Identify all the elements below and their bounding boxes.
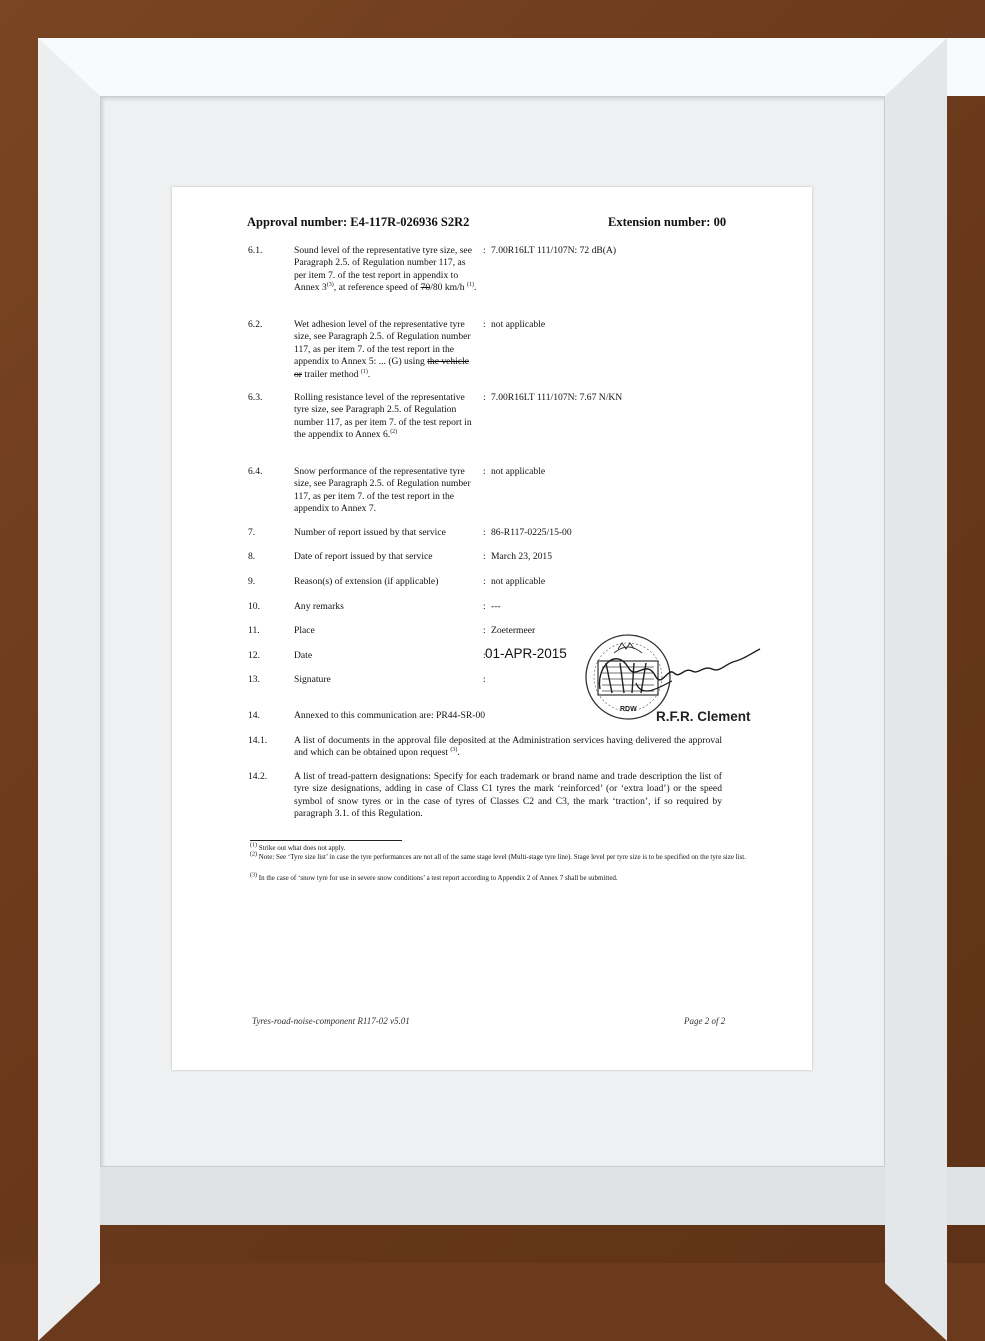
document-page [172,187,812,1070]
item-value: March 23, 2015 [491,551,553,562]
colon: : [483,392,486,403]
item-number: 7. [248,527,256,538]
item-value: 7.00R16LT 111/107N: 72 dB(A) [491,245,617,256]
colon: : [483,245,486,256]
item-number: 14. [248,710,260,721]
item-text: A list of tread-pattern designations: Specify for each trademark or brand name and trade description the list of tyre size designations, adding in case of Class C1 tyres the mark ‘reinforced’ (or ‘extra load’) or the speed symbol of snow tyres or in the case of tyres of Classes C2 and C3, the mark ‘traction’, if so required by paragraph 3.1. of this Regulation. [294,771,722,820]
item-number: 14.1. [248,735,268,746]
extension-number: Extension number: 00 [608,215,727,229]
item-label: Number of report issued by that service [294,527,446,538]
document-footer-id: Tyres-road-noise-component R117-02 v5.01 [252,1016,410,1026]
item-number: 14.2. [248,771,268,782]
colon: : [483,601,486,612]
colon: : [483,625,486,636]
item-label: Annexed to this communication are: PR44-SR-00 [294,710,486,721]
item-label: Snow performance of the representative tyre size, see Paragraph 2.5. of Regulation number 117, as per item 7. of the test report in the appendix to Annex 7. [294,466,471,515]
item-value: 86-R117-0225/15-00 [491,527,572,538]
item-number: 9. [248,576,256,587]
item-label: Any remarks [294,601,344,612]
item-label: Place [294,625,315,636]
colon: : [483,576,486,587]
item-value: Zoetermeer [491,625,536,636]
item-value: 7.00R16LT 111/107N: 7.67 N/KN [491,392,623,403]
item-number: 6.4. [248,466,263,477]
frame-bevel-left [38,38,100,1341]
item-number: 10. [248,601,260,612]
item-value: --- [491,601,501,612]
colon: : [483,551,486,562]
footnote-separator [250,840,402,841]
item-number: 12. [248,650,260,661]
item-label: Rolling resistance level of the representative tyre size, see Paragraph 2.5. of Regulation number 117, as per item 7. of the test report in the appendix to Annex 6.$^{(2)}$ [294,392,472,441]
svg-text:RDW: RDW [620,706,637,713]
frame-bevel-top [38,38,985,96]
item-value: not applicable [491,319,546,330]
colon: : [483,527,486,538]
item-number: 11. [248,625,260,636]
item-number: 6.3. [248,392,263,403]
approval-number: Approval number: E4-117R-026936 S2R2 [247,215,470,229]
footnote-2: $^{(2)}$ Note: See ‘Tyre size list’ in case the tyre performances are not all of the same stage level (Multi-stage tyre line). Stage level per tyre size is to be specified on the tyre size list. [250,851,747,861]
colon: : [483,319,486,330]
colon: : [483,674,486,685]
frame-bevel-right [885,38,947,1341]
item-number: 6.2. [248,319,263,330]
item-number: 8. [248,551,256,562]
item-number: 13. [248,674,260,685]
page-number: Page 2 of 2 [684,1016,726,1026]
footnote-1: $^{(1)}$ Strike out what does not apply. [250,842,346,852]
colon: : [483,466,486,477]
signatory-name: R.F.R. Clement [656,709,751,724]
item-label: Signature [294,674,331,685]
item-text: A list of documents in the approval file deposited at the Administration services having delivered the approval and which can be obtained upon request $^{(3)}$. [294,735,722,759]
footnote-3: $^{(3)}$ In the case of ‘snow tyre for use in severe snow conditions’ a test report according to Appendix 2 of Annex 7 shall be submitted. [250,872,618,882]
item-label: Sound level of the representative tyre size, see Paragraph 2.5. of Regulation number 117, as per item 7. of the test report in appendix to Annex 3$^{(3)}$, at reference speed of 70/80 km/h $^{(1)}$. [294,245,477,294]
item-value: 01-APR-2015 [485,646,567,661]
item-label: Date [294,650,313,661]
item-value: not applicable [491,576,546,587]
item-number: 6.1. [248,245,263,256]
item-label: Date of report issued by that service [294,551,433,562]
item-value: not applicable [491,466,546,477]
item-label: Reason(s) of extension (if applicable) [294,576,439,587]
colon: : [483,650,486,661]
item-label: Wet adhesion level of the representative tyre size, see Paragraph 2.5. of Regulation number 117, as per item 7. of the test report in the appendix to Annex 5: ... (G) using the vehicle or trailer method $^{(1)}$. [294,319,471,380]
frame-bevel-bottom [38,1167,985,1225]
